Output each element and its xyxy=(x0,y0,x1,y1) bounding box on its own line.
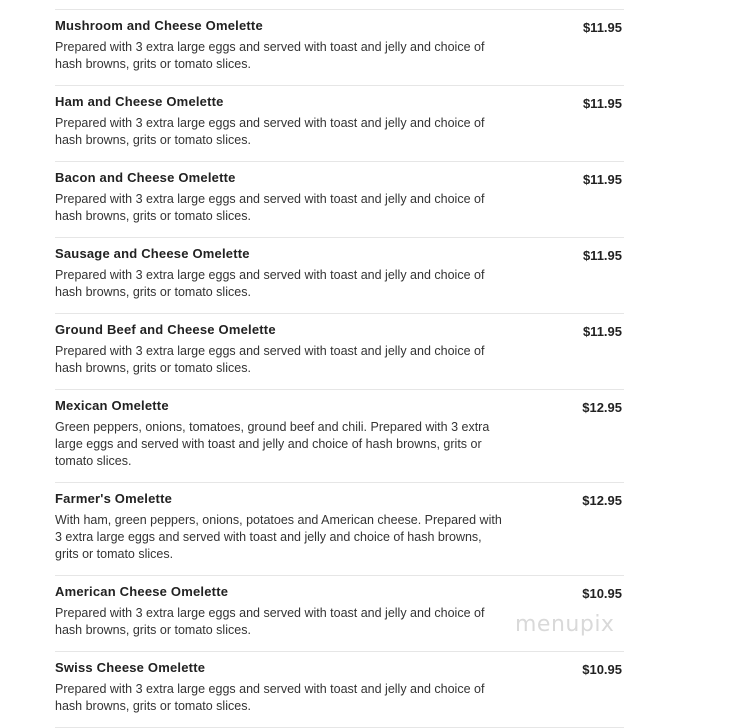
menu-item-description: Prepared with 3 extra large eggs and served with toast and jelly and choice of hash browns, grits or tomato slices. xyxy=(55,192,485,223)
menu-item-description: Prepared with 3 extra large eggs and served with toast and jelly and choice of hash browns, grits or tomato slices. xyxy=(55,606,485,637)
menu-item xyxy=(55,313,624,389)
menu-item-price: $12.95 xyxy=(582,400,622,415)
menu-item-description: Prepared with 3 extra large eggs and served with toast and jelly and choice of hash browns, grits or tomato slices. xyxy=(55,682,485,713)
menu-item-price: $10.95 xyxy=(582,662,622,677)
menu-item xyxy=(55,9,624,85)
watermark-logo: menupix xyxy=(515,612,615,637)
menu-item-description: Green peppers, onions, tomatoes, ground beef and chili. Prepared with 3 extra large eggs and served with toast and jelly and choice of hash browns, grits or tomato slices. xyxy=(55,420,490,468)
menu-item-name: Mushroom and Cheese Omelette xyxy=(55,18,263,33)
menu-item-name: Mexican Omelette xyxy=(55,398,169,413)
menu-item-name: Ground Beef and Cheese Omelette xyxy=(55,322,276,337)
menu-item-name: Ham and Cheese Omelette xyxy=(55,94,224,109)
menu-item-price: $11.95 xyxy=(582,20,622,35)
menu-item-name: American Cheese Omelette xyxy=(55,584,229,599)
menu-item-description: With ham, green peppers, onions, potatoes and American cheese. Prepared with 3 extra large eggs and served with toast and jelly and choice of hash browns, grits or tomato slices. xyxy=(55,513,502,561)
menu-item-description: Prepared with 3 extra large eggs and served with toast and jelly and choice of hash browns, grits or tomato slices. xyxy=(55,116,485,147)
menu-item-name: Farmer's Omelette xyxy=(55,491,173,506)
menu-item xyxy=(55,161,624,237)
menu-item-price: $12.95 xyxy=(582,493,622,508)
menu-item-name: Bacon and Cheese Omelette xyxy=(55,170,236,185)
menu-item-price: $11.95 xyxy=(582,172,622,187)
menu-item-price: $11.95 xyxy=(582,248,622,263)
menu-item-name: Swiss Cheese Omelette xyxy=(55,660,206,675)
menu-item xyxy=(55,651,624,728)
menu-item-name: Sausage and Cheese Omelette xyxy=(55,246,250,261)
menu-item xyxy=(55,482,624,575)
menu-item-price: $11.95 xyxy=(582,96,622,111)
menu-item xyxy=(55,237,624,313)
menu-item-description: Prepared with 3 extra large eggs and served with toast and jelly and choice of hash browns, grits or tomato slices. xyxy=(55,344,485,375)
menu-item-description: Prepared with 3 extra large eggs and served with toast and jelly and choice of hash browns, grits or tomato slices. xyxy=(55,40,485,71)
menu-item xyxy=(55,389,624,482)
menu-item-price: $10.95 xyxy=(582,586,622,601)
menu-item xyxy=(55,85,624,161)
menu-item-description: Prepared with 3 extra large eggs and served with toast and jelly and choice of hash browns, grits or tomato slices. xyxy=(55,268,485,299)
menu-item-price: $11.95 xyxy=(582,324,622,339)
